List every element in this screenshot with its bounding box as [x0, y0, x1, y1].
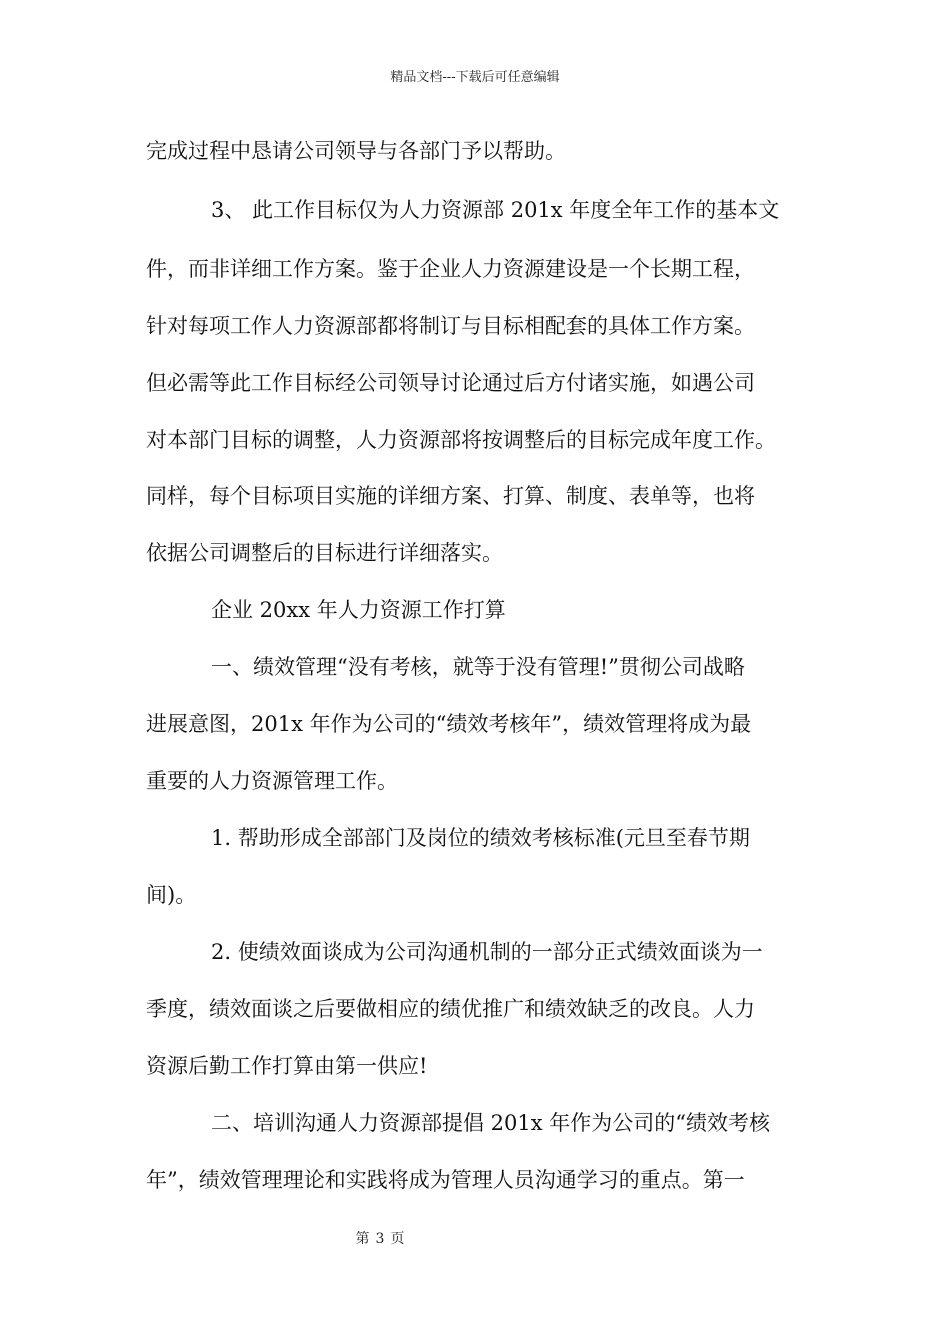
- paragraph-line: 一、绩效管理“没有考核，就等于没有管理!”贯彻公司战略: [211, 655, 745, 679]
- paragraph-line: 3、 此工作目标仅为人力资源部 201x 年度全年工作的基本文: [211, 198, 780, 222]
- paragraph-line: 间)。: [146, 883, 197, 907]
- paragraph-line: 资源后勤工作打算由第一供应!: [146, 1054, 428, 1078]
- paragraph-line: 1. 帮助形成全部部门及岗位的绩效考核标准(元旦至春节期: [211, 826, 750, 850]
- paragraph-line: 进展意图，201x 年作为公司的“绩效考核年”，绩效管理将成为最: [146, 712, 752, 736]
- section-title: 企业 20xx 年人力资源工作打算: [211, 598, 506, 622]
- page-number: 3: [375, 1231, 385, 1247]
- page-header: 精品文档---下载后可任意编辑: [390, 70, 560, 85]
- page-footer: [0, 1228, 760, 1248]
- paragraph-line: 2. 使绩效面谈成为公司沟通机制的一部分正式绩效面谈为一: [211, 940, 763, 964]
- paragraph-line: 依据公司调整后的目标进行详细落实。: [146, 541, 503, 565]
- page-label-prefix: 第: [355, 1231, 370, 1247]
- paragraph-line: 件，而非详细工作方案。鉴于企业人力资源建设是一个长期工程，: [146, 257, 755, 281]
- paragraph-line: 二、培训沟通人力资源部提倡 201x 年作为公司的“绩效考核: [211, 1111, 771, 1135]
- paragraph-line: 针对每项工作人力资源部都将制订与目标相配套的具体工作方案。: [146, 314, 755, 338]
- paragraph-line: 同样，每个目标项目实施的详细方案、打算、制度、表单等，也将: [146, 484, 755, 508]
- paragraph-line: 重要的人力资源管理工作。: [146, 769, 398, 793]
- paragraph-line: 年”，绩效管理理论和实践将成为管理人员沟通学习的重点。第一: [146, 1168, 745, 1192]
- paragraph-line: 完成过程中恳请公司领导与各部门予以帮助。: [146, 139, 566, 163]
- paragraph-line: 但必需等此工作目标经公司领导讨论通过后方付诸实施，如遇公司: [146, 371, 755, 395]
- paragraph-line: 对本部门目标的调整，人力资源部将按调整后的目标完成年度工作。: [146, 428, 776, 452]
- paragraph-line: 季度，绩效面谈之后要做相应的绩优推广和绩效缺乏的改良。人力: [146, 997, 755, 1021]
- page-label-suffix: 页: [390, 1231, 405, 1247]
